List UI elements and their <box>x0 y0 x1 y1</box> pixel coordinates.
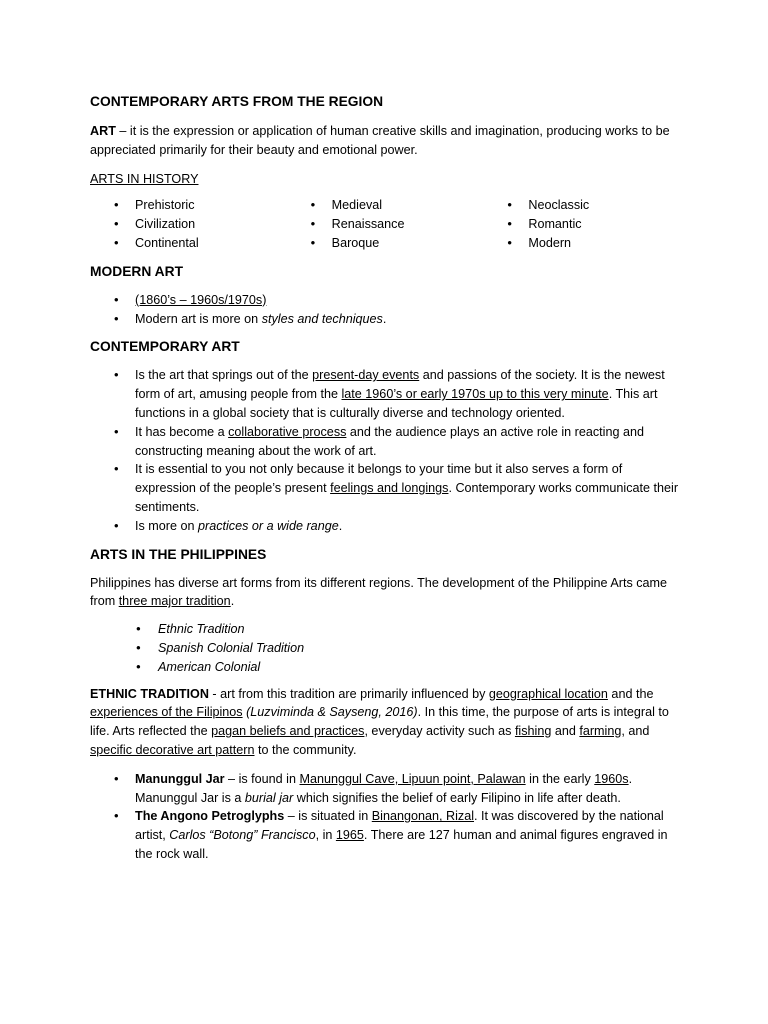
history-periods <box>90 196 680 252</box>
contemporary-art-list <box>90 366 680 535</box>
list-item: • It has become a collaborative process and the audience plays an active role in reacting and constructing meaning about the work of art. <box>90 423 680 461</box>
modern-art-heading: MODERN ART <box>90 263 183 279</box>
history-column-3 <box>483 196 680 252</box>
list-item: • Modern art is more on styles and techniques. <box>90 310 680 329</box>
ethnic-tradition-paragraph: ETHNIC TRADITION - art from this tradition are primarily influenced by geographical location and the experiences of the Filipinos (Luzviminda & Sayseng, 2016). In this time, the purpose of arts is integral to life. Arts reflected the pagan beliefs and practices, everyday activity such as fishing and farming, and specific decorative art pattern to the community. <box>90 686 669 757</box>
list-item: • Modern <box>483 234 680 253</box>
list-item: • Medieval <box>287 196 484 215</box>
document-content <box>90 92 680 864</box>
ethnic-examples-list <box>90 770 680 864</box>
history-column-1 <box>90 196 287 252</box>
art-definition: ART – it is the expression or application of human creative skills and imagination, producing works to be appreciated primarily for their beauty and emotional power. <box>90 124 670 157</box>
list-item: • Neoclassic <box>483 196 680 215</box>
list-item: • Continental <box>90 234 287 253</box>
list-item: • Is the art that springs out of the present-day events and passions of the society. It is the newest form of art, amusing people from the late 1960’s or early 1970s up to this very minute. This art functions in a global society that is culturally diverse and technology oriented. <box>90 366 680 422</box>
arts-philippines-heading: ARTS IN THE PHILIPPINES <box>90 546 267 562</box>
list-item: • Civilization <box>90 215 287 234</box>
list-item: • Is more on practices or a wide range. <box>90 517 680 536</box>
modern-art-list <box>90 291 680 329</box>
list-item: • Baroque <box>287 234 484 253</box>
list-item: • Romantic <box>483 215 680 234</box>
list-item: • (1860’s – 1960s/1970s) <box>90 291 680 310</box>
list-item: • Ethnic Tradition <box>90 620 680 639</box>
arts-in-history-label: ARTS IN HISTORY <box>90 171 199 186</box>
list-item: • It is essential to you not only because it belongs to your time but it also serves a form of expression of the people’s present feelings and longings. Contemporary works communicate their sentiments. <box>90 460 680 516</box>
list-item: • Manunggul Jar – is found in Manunggul Cave, Lipuun point, Palawan in the early 1960s. Manunggul Jar is a burial jar which signifies the belief of early Filipino in life after death. <box>90 770 680 808</box>
list-item: • The Angono Petroglyphs – is situated in Binangonan, Rizal. It was discovered by the national artist, Carlos “Botong” Francisco, in 1965. There are 127 human and animal figures engraved in the rock wall. <box>90 807 680 863</box>
philippines-intro: Philippines has diverse art forms from its different regions. The development of the Philippine Arts came from three major tradition. <box>90 575 668 609</box>
list-item: • Renaissance <box>287 215 484 234</box>
list-item: • American Colonial <box>90 658 680 677</box>
contemporary-art-heading: CONTEMPORARY ART <box>90 339 240 355</box>
page-title: CONTEMPORARY ARTS FROM THE REGION <box>90 94 384 109</box>
traditions-list <box>90 620 680 676</box>
history-column-2 <box>287 196 484 252</box>
list-item: • Spanish Colonial Tradition <box>90 639 680 658</box>
list-item: • Prehistoric <box>90 196 287 215</box>
